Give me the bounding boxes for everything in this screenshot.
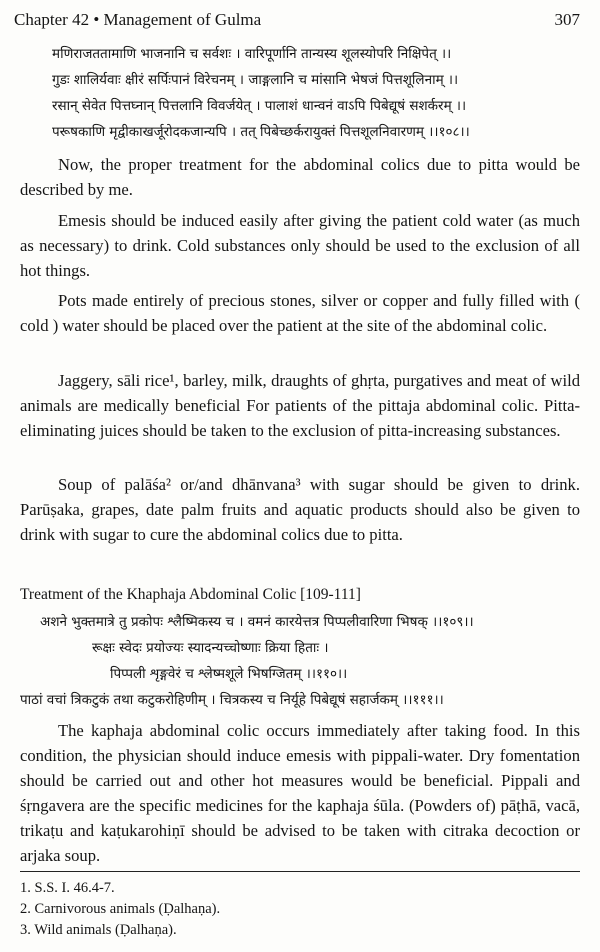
- verse-line: अशने भुक्तमात्रे तु प्रकोपः श्लैष्मिकस्य च । वमनं कारयेत्तत्र पिप्पलीवारिणा भिषक् ।।१०९।।: [40, 614, 474, 630]
- section-heading: Treatment of the Khaphaja Abdominal Colic [109-111]: [20, 586, 361, 603]
- footnote: 2. Carnivorous animals (Ḍalhaṇa).: [20, 901, 221, 917]
- verse-line: पाठां वचां त्रिकटुकं तथा कटुकरोहिणीम् । चित्रकस्य च निर्यूहे पिबेद्यूषं सहार्जकम् ।।१११।।: [20, 692, 444, 708]
- footnote: 1. S.S. I. 46.4-7.: [20, 880, 115, 896]
- verse-line: परूषकाणि मृद्वीकाखर्जूरोदकजान्यपि । तत् पिबेच्छर्करायुक्तं पित्तशूलनिवारणम् ।।१०८।।: [52, 124, 470, 140]
- paragraph: Jaggery, sāli rice¹, barley, milk, draughts of ghṛta, purgatives and meat of wild animals are medically beneficial For patients of the pittaja abdominal colic. Pitta-eliminating juices should be taken to the exclusion of pitta-increasing substances.: [20, 371, 580, 440]
- paragraph: Soup of palāśa² or/and dhānvana³ with sugar should be given to drink. Parūṣaka, grapes, date palm fruits and aquatic products should also be given to drink with sugar to cure the abdominal colics due to pitta.: [20, 475, 580, 544]
- footnote-divider: [20, 871, 580, 872]
- paragraph: Now, the proper treatment for the abdominal colics due to pitta would be described by me.: [20, 155, 580, 199]
- verse-line: रसान् सेवेत पित्तघ्नान् पित्तलानि विवर्जयेत् । पालाशं धान्वनं वाऽपि पिबेद्यूषं सशर्करम् ।।: [52, 98, 467, 114]
- footnote: 3. Wild animals (Ḍalhaṇa).: [20, 922, 177, 938]
- verse-line: रूक्षः स्वेदः प्रयोज्यः स्यादन्यच्चोष्णाः क्रिया हिताः ।: [92, 640, 329, 656]
- verse-line: गुडः शालिर्यवाः क्षीरं सर्पिःपानं विरेचनम् । जाङ्गलानि च मांसानि भेषजं पित्तशूलिनाम् ।।: [52, 72, 459, 88]
- page-header: [14, 10, 586, 34]
- paragraph: Pots made entirely of precious stones, silver or copper and fully filled with ( cold ) water should be placed over the patient at the site of the abdominal colic.: [20, 291, 580, 335]
- paragraph: Emesis should be induced easily after giving the patient cold water (as much as necessary) to drink. Cold substances only should be used to the exclusion of all hot things.: [20, 211, 580, 280]
- page-number: 307: [554, 10, 580, 29]
- paragraph: The kaphaja abdominal colic occurs immediately after taking food. In this condition, the physician should induce emesis with pippali-water. Dry fomentation should be carried out and other hot measures would be beneficial. Pippali and śṛngavera are the specific medicines for the kaphaja śūla. (Powders of) pāṭhā, vacā, trikaṭu and kaṭukarohiṇī should be advised to be taken with citraka decoction or arjaka soup.: [20, 721, 580, 865]
- chapter-title: Chapter 42 • Management of Gulma: [14, 10, 262, 29]
- verse-line: पिप्पली शृङ्गवेरं च श्लेष्मशूले भिषग्जितम् ।।११०।।: [110, 666, 348, 682]
- verse-line: मणिराजततामाणि भाजनानि च सर्वशः । वारिपूर्णानि तान्यस्य शूलस्योपरि निक्षिपेत् ।।: [52, 46, 452, 62]
